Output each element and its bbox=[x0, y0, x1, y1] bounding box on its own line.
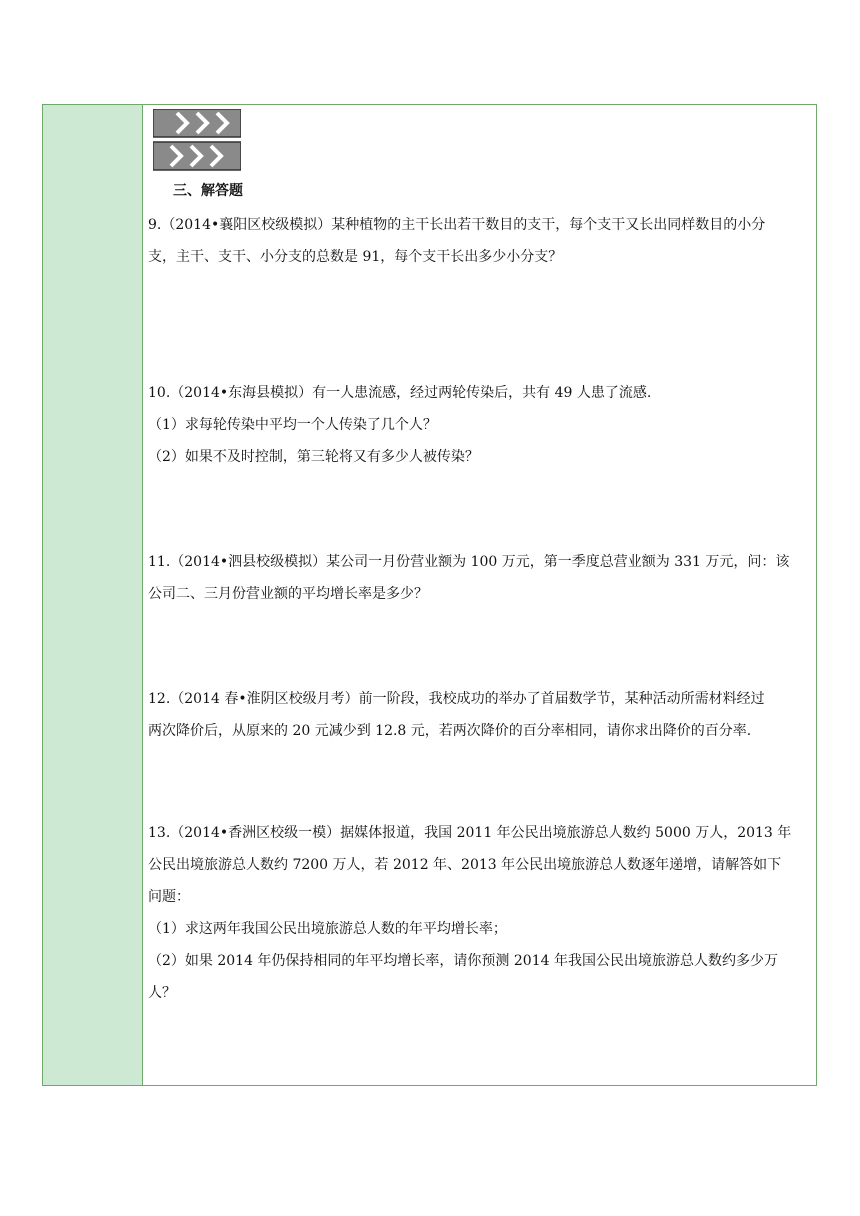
question-line: 人？ bbox=[148, 985, 176, 1001]
question-11 bbox=[148, 546, 811, 610]
question-line: 13.（2014•香洲区校级一模）据媒体报道，我国 2011 年公民出境旅游总人数约 5000 万人，2013 年 bbox=[148, 825, 792, 841]
section-title: 三、解答题 bbox=[173, 183, 243, 199]
question-line: （1）求这两年我国公民出境旅游总人数的年平均增长率； bbox=[148, 921, 507, 937]
question-13 bbox=[148, 817, 811, 1009]
question-line: 10.（2014•东海县模拟）有一人患流感，经过两轮传染后，共有 49 人患了流感. bbox=[148, 385, 652, 401]
question-line: 问题： bbox=[148, 889, 190, 905]
question-line: （2）如果不及时控制，第三轮将又有多少人被传染？ bbox=[148, 449, 479, 465]
question-line: 12.（2014 春•淮阴区校级月考）前一阶段，我校成功的举办了首届数学节，某种活动所需材料经过 bbox=[148, 691, 765, 707]
question-line: 11.（2014•泗县校级模拟）某公司一月份营业额为 100 万元，第一季度总营业额为 331 万元，问：该 bbox=[148, 554, 790, 570]
worksheet-table bbox=[42, 104, 817, 1086]
question-line: 公民出境旅游总人数约 7200 万人，若 2012 年、2013 年公民出境旅游总人数逐年递增，请解答如下 bbox=[148, 857, 782, 873]
content-column bbox=[143, 105, 816, 1085]
question-line: 公司二、三月份营业额的平均增长率是多少？ bbox=[148, 586, 428, 602]
question-10 bbox=[148, 377, 811, 473]
question-line: 9.（2014•襄阳区校级模拟）某种植物的主干长出若干数目的支干，每个支干又长出同样数目的小分 bbox=[148, 217, 766, 233]
question-line: （1）求每轮传染中平均一个人传染了几个人？ bbox=[148, 417, 437, 433]
left-column bbox=[43, 105, 143, 1085]
question-line: （2）如果 2014 年仍保持相同的年平均增长率，请你预测 2014 年我国公民出境旅游总人数约多少万 bbox=[148, 953, 778, 969]
question-9 bbox=[148, 209, 811, 273]
question-line: 支，主干、支干、小分支的总数是 91，每个支干长出多少小分支？ bbox=[148, 249, 563, 265]
question-line: 两次降价后，从原来的 20 元减少到 12.8 元，若两次降价的百分率相同，请你求出降价的百分率. bbox=[148, 723, 752, 739]
section-arrow-icon bbox=[153, 109, 241, 171]
question-12 bbox=[148, 683, 811, 747]
